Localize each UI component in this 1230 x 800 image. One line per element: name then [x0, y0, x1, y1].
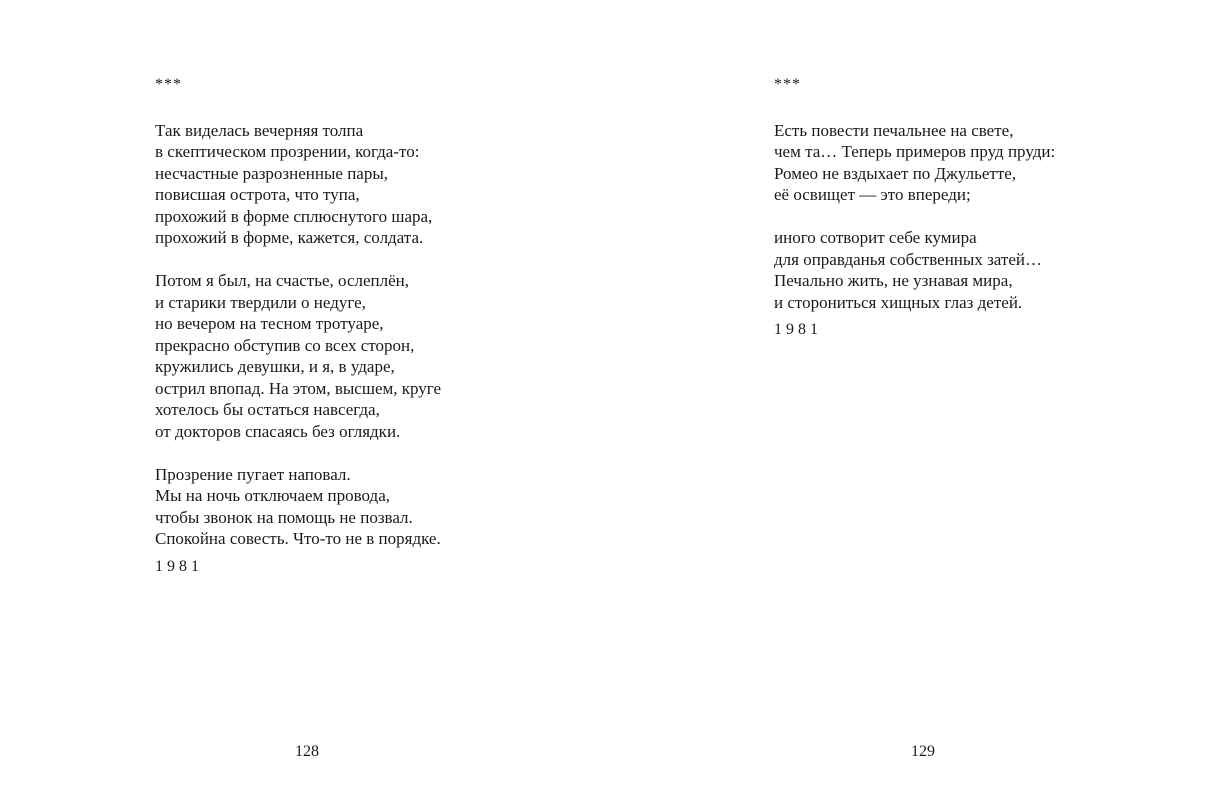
stanza-separator: *** [774, 76, 801, 93]
poem-line: Так виделась вечерняя толпа [155, 120, 364, 140]
poem-line: в скептическом прозрении, когда-то: [155, 142, 420, 161]
poem-line: повисшая острота, что тупа, [155, 185, 360, 204]
page-number: 129 [911, 743, 935, 760]
poem-left [155, 74, 441, 577]
poem-line: кружились девушки, и я, в ударе, [155, 357, 395, 376]
poem-line: чем та… Теперь примеров пруд пруди: [774, 142, 1056, 161]
poem-line: но вечером на тесном тротуаре, [155, 314, 384, 333]
stanza [155, 120, 441, 249]
poem-line: Спокойна совесть. Что-то не в порядке. [155, 529, 441, 548]
poem-line: Ромео не вздыхает по Джульетте, [774, 163, 1017, 183]
poem-line: прекрасно обступив со всех сторон, [155, 335, 415, 355]
poem-year: 1981 [774, 321, 822, 338]
poem-line: иного сотворит себе кумира [774, 228, 977, 247]
poem-right [774, 74, 1055, 341]
poem-line: от докторов спасаясь без оглядки. [155, 421, 401, 441]
poem-line: чтобы звонок на помощь не позвал. [155, 507, 413, 527]
stanza [774, 120, 1055, 206]
poem-line: Прозрение пугает наповал. [155, 464, 351, 484]
page-number: 128 [295, 743, 319, 760]
stanza [155, 270, 441, 442]
stanza-separator: *** [155, 76, 182, 93]
poem-line: Мы на ночь отключаем провода, [155, 486, 391, 505]
stanza [774, 227, 1055, 313]
poem-line: и старики твердили о недуге, [155, 292, 366, 312]
poem-year: 1981 [155, 557, 203, 575]
poem-line: её освищет — это впереди; [774, 185, 971, 204]
poem-line: Есть повести печальнее на свете, [774, 120, 1014, 140]
poem-line: и сторониться хищных глаз детей. [774, 292, 1023, 312]
right-page [615, 0, 1230, 800]
poem-line: для оправданья собственных затей… [774, 249, 1042, 269]
poem-line: прохожий в форме сплюснутого шара, [155, 206, 433, 226]
poem-line: острил впопад. На этом, высшем, круге [155, 378, 442, 398]
stanza [155, 464, 441, 550]
poem-line: хотелось бы остаться навсегда, [155, 400, 380, 419]
poem-line: Печально жить, не узнавая мира, [774, 271, 1013, 290]
poem-line: Потом я был, на счастье, ослеплён, [155, 271, 410, 290]
poem-line: прохожий в форме, кажется, солдата. [155, 228, 424, 247]
poem-line: несчастные разрозненные пары, [155, 163, 389, 183]
